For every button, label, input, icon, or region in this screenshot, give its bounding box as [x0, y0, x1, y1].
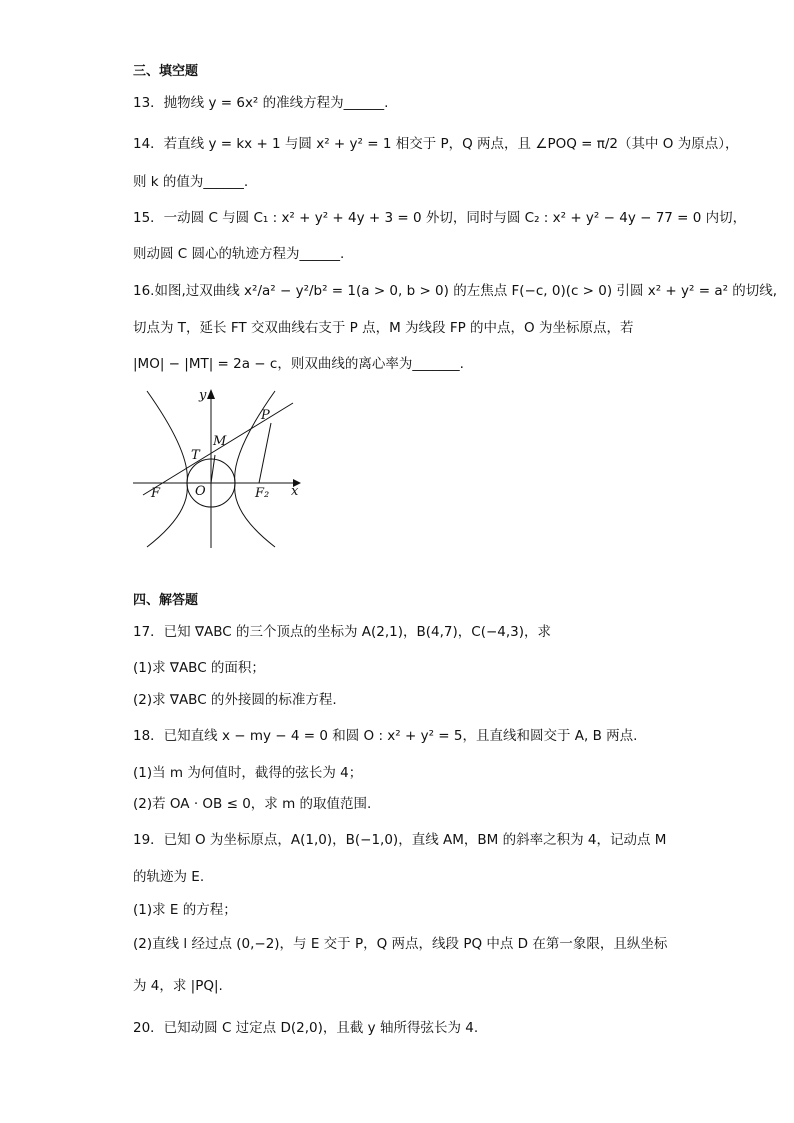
section-heading-fill-in: 三、填空题	[133, 64, 199, 79]
question-19-part-2: (2)直线 l 经过点 (0,−2)，与 E 交于 P，Q 两点，线段 PQ 中点 D 在第一象限，且纵坐标	[133, 936, 668, 952]
question-15-line-2: 则动圆 C 圆心的轨迹方程为______.	[133, 246, 345, 262]
question-13: 13．抛物线 y = 6x² 的准线方程为______.	[133, 95, 389, 111]
question-14-line-1: 14．若直线 y = kx + 1 与圆 x² + y² = 1 相交于 P，Q 两点，且 ∠POQ = π/2（其中 O 为原点），	[133, 136, 739, 152]
tangent-line-FP	[143, 403, 293, 495]
question-19-part-1: (1)求 E 的方程；	[133, 902, 237, 918]
label-x: x	[291, 484, 299, 499]
question-19-line-2: 的轨迹为 E.	[133, 869, 205, 885]
y-axis-arrow	[207, 389, 215, 399]
question-20-line-1: 20．已知动圆 C 过定点 D(2,0)，且截 y 轴所得弦长为 4.	[133, 1020, 479, 1036]
label-O: O	[195, 484, 206, 499]
question-18-part-2: (2)若 OA · OB ≤ 0，求 m 的取值范围.	[133, 796, 372, 812]
hyperbola-left-branch	[147, 391, 187, 547]
label-F2: F₂	[255, 486, 270, 501]
question-16-line-1: 16.如图,过双曲线 x²/a² − y²/b² = 1(a > 0, b > 0) 的左焦点 F(−c, 0)(c > 0) 引圆 x² + y² = a² 的切线,	[133, 283, 778, 299]
label-T: T	[191, 448, 200, 463]
question-17-part-1: (1)求 ∇ABC 的面积；	[133, 660, 265, 676]
question-17-part-2: (2)求 ∇ABC 的外接圆的标准方程.	[133, 692, 337, 708]
question-18-line-1: 18．已知直线 x − my − 4 = 0 和圆 O : x² + y² = 5，且直线和圆交于 A, B 两点.	[133, 728, 638, 744]
question-15-line-1: 15．一动圆 C 与圆 C₁ : x² + y² + 4y + 3 = 0 外切，同时与圆 C₂ : x² + y² − 4y − 77 = 0 内切，	[133, 210, 747, 226]
question-19-line-1: 19．已知 O 为坐标原点，A(1,0)，B(−1,0)，直线 AM，BM 的斜率之积为 4，记动点 M	[133, 832, 667, 848]
question-14-line-2: 则 k 的值为______.	[133, 174, 249, 190]
question-17-line-1: 17．已知 ∇ABC 的三个顶点的坐标为 A(2,1)，B(4,7)，C(−4,3)，求	[133, 624, 552, 640]
label-P: P	[261, 408, 270, 423]
label-y: y	[199, 388, 207, 403]
section-heading-answer: 四、解答题	[133, 593, 199, 608]
question-18-part-1: (1)当 m 为何值时，截得的弦长为 4；	[133, 765, 363, 781]
question-19-part-2-cont: 为 4，求 |PQ|.	[133, 978, 223, 994]
question-16-line-2: 切点为 T，延长 FT 交双曲线右支于 P 点，M 为线段 FP 的中点，O 为坐标原点，若	[133, 320, 634, 336]
hyperbola-diagram	[133, 383, 303, 548]
label-F: F	[151, 486, 161, 501]
label-M: M	[213, 434, 227, 449]
segment-PF2	[259, 423, 271, 483]
hyperbola-figure	[133, 383, 303, 548]
question-16-line-3: |MO| − |MT| = 2a − c，则双曲线的离心率为_______.	[133, 356, 464, 372]
